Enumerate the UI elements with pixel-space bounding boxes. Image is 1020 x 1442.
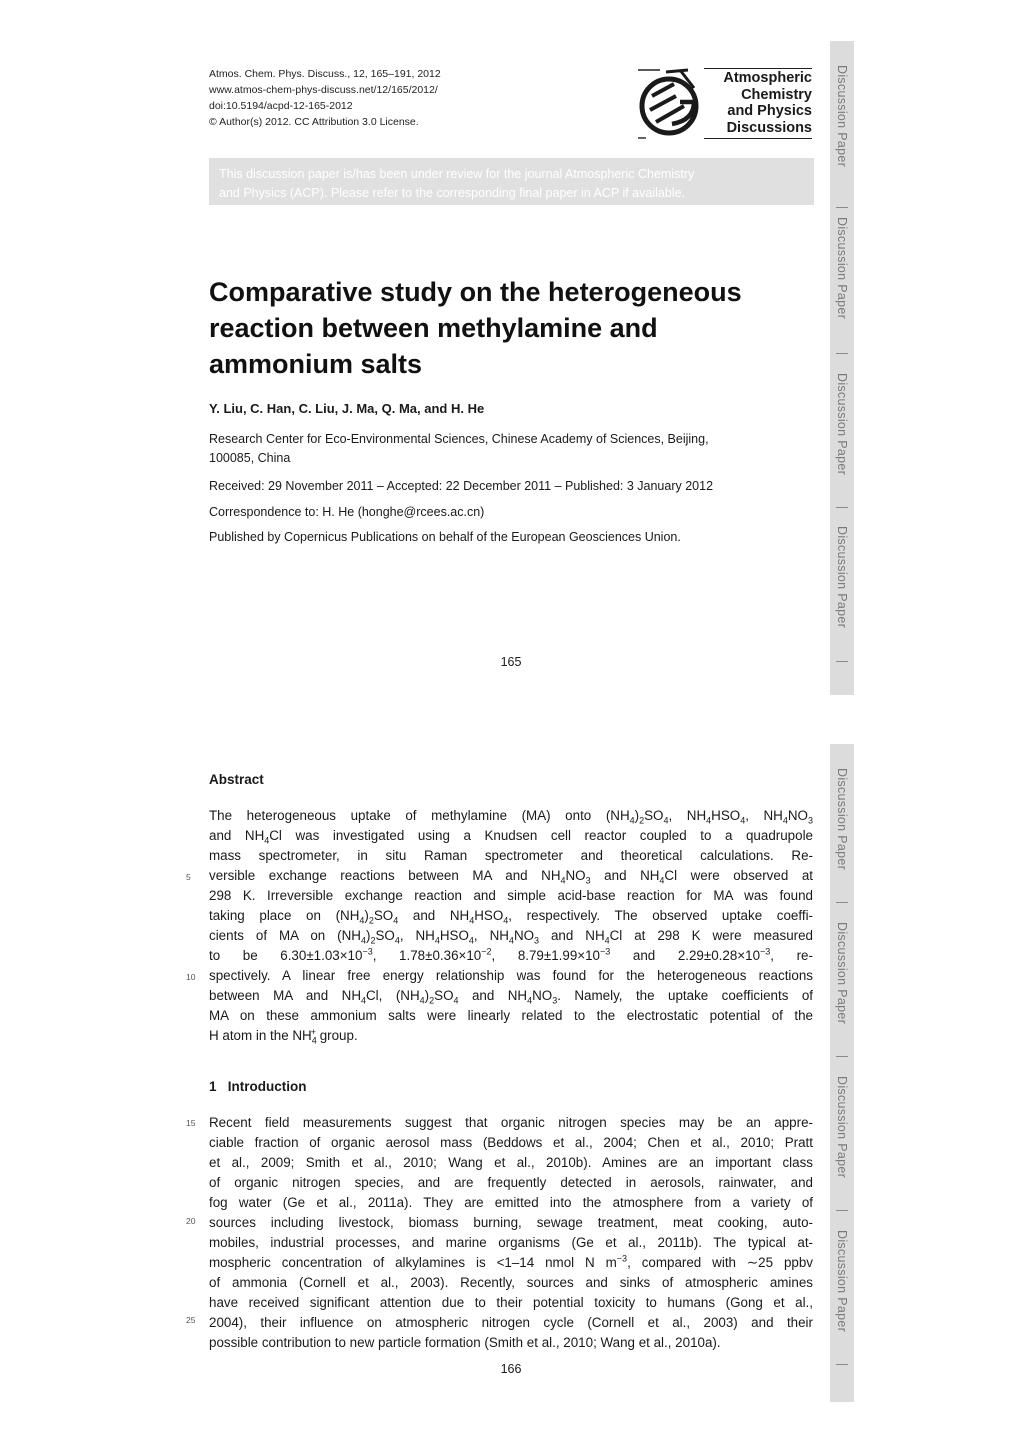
intro-line: ciable fraction of organic aerosol mass (Beddows et al., 2004; Chen et al., 2010; Pratt (209, 1135, 813, 1150)
page-number: 165 (500, 655, 522, 669)
logo-bottom-rule (704, 138, 812, 139)
abstract-line: 298 K. Irreversible exchange reaction and simple acid-base reaction for MA was found (209, 888, 813, 903)
logo-word: Chemistry (741, 86, 812, 103)
abstract-line: H atom in the $NH_4^+$ group. (209, 1026, 358, 1046)
side-tab-separator (836, 507, 848, 508)
side-tab-label: Discussion Paper (835, 373, 849, 476)
journal-logo (636, 66, 814, 142)
section-number: 1 (209, 1079, 217, 1094)
line-number: 5 (186, 872, 191, 882)
side-tab-label: Discussion Paper (835, 65, 849, 168)
side-tab-separator (836, 353, 848, 354)
side-tab-separator (836, 902, 848, 903)
intro-line: 2004), their influence on atmospheric nitrogen cycle (Cornell et al., 2003) and their (209, 1315, 813, 1330)
line-number: 10 (186, 972, 196, 982)
side-tab-separator (836, 1056, 848, 1057)
citation-license: © Author(s) 2012. CC Attribution 3.0 License. (209, 116, 419, 128)
citation-block (209, 66, 441, 130)
side-tab-label: Discussion Paper (835, 1230, 849, 1333)
side-tab-label: Discussion Paper (835, 922, 849, 1025)
side-tab-separator (836, 661, 848, 662)
intro-line: fog water (Ge et al., 2011a). They are emitted into the atmosphere from a variety of (209, 1195, 813, 1210)
abstract-line: spectively. A linear free energy relationship was found for the heterogeneous reactions (209, 968, 813, 983)
affiliation (209, 430, 809, 468)
citation-line: Atmos. Chem. Phys. Discuss., 12, 165–191, 2012 (209, 68, 441, 80)
side-tab-separator (836, 1364, 848, 1365)
affiliation-line: Research Center for Eco-Environmental Sciences, Chinese Academy of Sciences, Beijing, (209, 432, 709, 446)
side-tab-label: Discussion Paper (835, 526, 849, 629)
abstract-line: versible exchange reactions between MA and $NH_4NO_3$ and $NH_4Cl$ were observed at (209, 868, 813, 886)
correspondence[interactable]: Correspondence to: H. He (honghe@rcees.ac.cn) (209, 505, 485, 519)
review-banner (209, 158, 814, 205)
section-heading (209, 1079, 307, 1094)
logo-word: and Physics (727, 103, 812, 119)
abstract-body (209, 806, 813, 1046)
side-tab-label: Discussion Paper (835, 1076, 849, 1179)
side-tab-separator (836, 1210, 848, 1211)
abstract-heading: Abstract (209, 772, 264, 787)
title-line: ammonium salts (209, 349, 423, 379)
title-line: Comparative study on the heterogeneous (209, 277, 742, 307)
intro-line: Recent field measurements suggest that organic nitrogen species may be an appre- (209, 1115, 813, 1130)
citation-url[interactable]: www.atmos-chem-phys-discuss.net/12/165/2012/ (209, 84, 438, 96)
logo-word: Discussions (726, 119, 812, 136)
intro-line: of organic nitrogen species, and are frequently detected in aerosols, rainwater, and (209, 1175, 813, 1190)
page-number: 166 (500, 1362, 522, 1376)
publication-dates: Received: 29 November 2011 – Accepted: 22 December 2011 – Published: 3 January 2012 (209, 479, 714, 493)
intro-line: sources including livestock, biomass burning, sewage treatment, meat cooking, auto- (209, 1215, 813, 1230)
line-number: 15 (186, 1118, 196, 1128)
logo-wordmark (723, 70, 812, 136)
abstract-line: to be $6.30\pm 1.03\times 10^{-3}$, $1.78\pm 0.36\times 10^{-2}$, $8.79\pm 1.99\times 10^{-3}$ and $2.29\pm 0.28\times 10^{-3}$, re- (209, 946, 813, 963)
introduction-body (209, 1113, 813, 1353)
abstract-line: MA on these ammonium salts were linearly related to the electrostatic potential of the (209, 1008, 813, 1023)
citation-doi[interactable]: doi:10.5194/acpd-12-165-2012 (209, 100, 353, 112)
abstract-line: and $NH_4Cl$ was investigated using a Knudsen cell reactor coupled to a quadrupole (209, 828, 813, 846)
abstract-line: mass spectrometer, in situ Raman spectrometer and theoretical calculations. Re- (209, 848, 813, 863)
abstract-line: taking place on $(NH_4)_2SO_4$ and $NH_4HSO_4$, respectively. The observed uptake coeffi- (209, 908, 814, 926)
line-number: 25 (186, 1315, 196, 1325)
side-tab-separator (836, 207, 848, 208)
egu-logo-icon (636, 66, 706, 142)
side-tab-label: Discussion Paper (835, 217, 849, 320)
side-tab[interactable] (830, 41, 854, 695)
section-title: Introduction (227, 1079, 307, 1094)
intro-line: have received significant attention due to their potential toxicity to humans (Gong et al., (209, 1295, 813, 1310)
line-number: 20 (186, 1216, 196, 1226)
banner-line: and Physics (ACP). Please refer to the corresponding final paper in ACP if available. (219, 186, 685, 200)
side-tab[interactable] (830, 744, 854, 1402)
intro-line: mobiles, industrial processes, and marine organisms (Ge et al., 2011b). The typical at- (209, 1235, 813, 1250)
logo-word: Atmospheric (723, 70, 812, 86)
banner-line: This discussion paper is/has been under review for the journal Atmospheric Chemistry (219, 167, 695, 181)
authors: Y. Liu, C. Han, C. Liu, J. Ma, Q. Ma, and H. He (209, 401, 485, 416)
paper-title (209, 274, 814, 382)
intro-line: et al., 2009; Smith et al., 2010; Wang et al., 2010b). Amines are an important class (209, 1155, 813, 1170)
abstract-line: The heterogeneous uptake of methylamine (MA) onto $(NH_4)_2SO_4$, $NH_4HSO_4$, $NH_4NO_3$ (209, 808, 813, 826)
intro-line: possible contribution to new particle formation (Smith et al., 2010; Wang et al., 2010a). (209, 1335, 721, 1350)
affiliation-line: 100085, China (209, 451, 291, 465)
side-tab-label: Discussion Paper (835, 768, 849, 871)
intro-line: of ammonia (Cornell et al., 2003). Recently, sources and sinks of atmospheric amines (209, 1275, 813, 1290)
publisher-note: Published by Copernicus Publications on behalf of the European Geosciences Union. (209, 530, 681, 544)
abstract-line: between MA and $NH_4Cl$, $(NH_4)_2SO_4$ and $NH_4NO_3$. Namely, the uptake coefficients of (209, 988, 814, 1006)
intro-line: mospheric concentration of alkylamines is <1–14 nmol N $m^{-3}$, compared with ∼25 ppbv (209, 1253, 813, 1270)
abstract-line: cients of MA on $(NH_4)_2SO_4$, $NH_4HSO_4$, $NH_4NO_3$ and $NH_4Cl$ at 298 K were measured (209, 928, 813, 946)
title-line: reaction between methylamine and (209, 313, 658, 343)
